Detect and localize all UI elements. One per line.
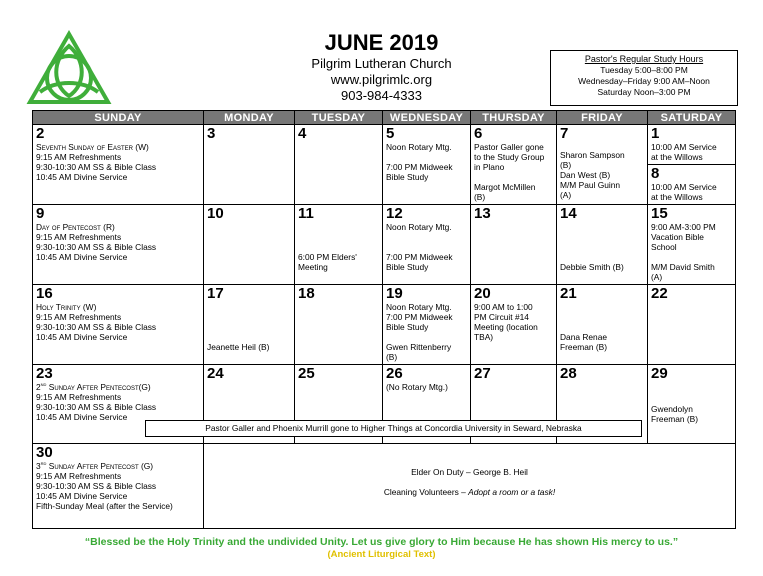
day-cell[interactable]	[471, 285, 557, 365]
day-number: 30	[36, 444, 53, 461]
day-cell[interactable]	[648, 365, 736, 444]
day-number: 2	[36, 125, 45, 142]
feast-text: Sunday After Pentecost (G)	[48, 461, 154, 471]
day-number: 13	[474, 205, 491, 222]
event-line: Noon Rotary Mtg.	[386, 302, 452, 312]
day-cell[interactable]	[383, 125, 471, 205]
event-banner: Pastor Galler and Phoenix Murrill gone to Higher Things at Concordia University in Seward, Nebraska	[145, 420, 642, 437]
event-line: Bible Study	[386, 172, 429, 182]
weekday-header: MONDAY	[204, 111, 295, 125]
event-line: Dana Renae	[560, 332, 608, 342]
elder-on-duty: Elder On Duty – George B. Heil	[411, 467, 528, 477]
feast-name: Holy Trinity (W)	[36, 302, 97, 312]
event-line: 9:00 AM to 1:00	[474, 302, 533, 312]
event-line: (B)	[560, 160, 572, 170]
day-number: 15	[651, 205, 668, 222]
day-cell[interactable]	[33, 444, 204, 529]
day-cell[interactable]	[33, 205, 204, 285]
event-line: 9:15 AM Refreshments	[36, 232, 122, 242]
feast-name	[36, 382, 200, 392]
event-line: 9:30-10:30 AM SS & Bible Class	[36, 322, 157, 332]
day-number: 22	[651, 285, 668, 302]
week-row	[33, 125, 736, 205]
event-line: 10:45 AM Divine Service	[36, 412, 128, 422]
event-line: TBA)	[474, 332, 494, 342]
event-line: 9:15 AM Refreshments	[36, 152, 122, 162]
day-number: 18	[298, 285, 315, 302]
event-line: 10:45 AM Divine Service	[36, 491, 128, 501]
day-cell[interactable]	[648, 205, 736, 285]
day-number: 28	[560, 365, 577, 382]
event-line: 10:45 AM Divine Service	[36, 332, 128, 342]
event-line: 9:15 AM Refreshments	[36, 471, 122, 481]
event-line: (B)	[386, 352, 398, 362]
study-hours-title: Pastor's Regular Study Hours	[584, 54, 704, 64]
event-line: 10:45 AM Divine Service	[36, 252, 128, 262]
event-line: (B)	[474, 192, 486, 202]
feast-ordinal: 3	[36, 461, 41, 471]
day-cell[interactable]	[33, 125, 204, 205]
event-line: Debbie Smith (B)	[560, 262, 624, 272]
day-number: 25	[298, 365, 315, 382]
feast-ordinal-suffix: nd	[40, 382, 47, 389]
event-line: Meeting (location	[474, 322, 538, 332]
event-line: 7:00 PM Midweek	[386, 252, 453, 262]
day-number: 3	[207, 125, 216, 142]
day-number: 12	[386, 205, 403, 222]
day-cell[interactable]	[383, 205, 471, 285]
day-number: 1	[651, 125, 660, 142]
event-line: Fifth-Sunday Meal (after the Service)	[36, 501, 173, 511]
week-row	[33, 205, 736, 285]
calendar-title: JUNE 2019	[324, 30, 439, 55]
month-notes-cell	[204, 444, 736, 529]
day-cell[interactable]	[204, 285, 295, 365]
week-row	[33, 285, 736, 365]
event-line: at the Willows	[651, 192, 703, 202]
event-line: 7:00 PM Midweek	[386, 312, 453, 322]
day-number: 20	[474, 285, 491, 302]
footer-quote-source: (Ancient Liturgical Text)	[327, 549, 436, 560]
event-line: Meeting	[298, 262, 328, 272]
day-number: 21	[560, 285, 577, 302]
weekday-header: FRIDAY	[557, 111, 648, 125]
event-line: Pastor Galler gone	[474, 142, 544, 152]
study-hours-line: Wednesday–Friday 9:00 AM–Noon	[578, 76, 710, 86]
event-line: 9:30-10:30 AM SS & Bible Class	[36, 402, 157, 412]
event-line: M/M David Smith	[651, 262, 715, 272]
cleaning-volunteers	[207, 487, 732, 497]
weekday-header: SATURDAY	[648, 111, 736, 125]
event-line: Freeman (B)	[560, 342, 608, 352]
day-cell[interactable]	[648, 125, 736, 205]
event-line: Dan West (B)	[560, 170, 611, 180]
event-line: 9:30-10:30 AM SS & Bible Class	[36, 162, 157, 172]
event-line: 9:00 AM-3:00 PM	[651, 222, 716, 232]
study-hours-line: Saturday Noon–3:00 PM	[597, 87, 691, 97]
day-cell[interactable]	[557, 125, 648, 205]
day-number: 17	[207, 285, 224, 302]
day-number: 7	[560, 125, 569, 142]
day-cell[interactable]	[383, 285, 471, 365]
day-cell[interactable]	[295, 285, 383, 365]
day-number: 10	[207, 205, 224, 222]
event-line: 9:30-10:30 AM SS & Bible Class	[36, 242, 157, 252]
day-subcell[interactable]	[648, 165, 735, 203]
feast-name: Seventh Sunday of Easter (W)	[36, 142, 149, 152]
church-name: Pilgrim Lutheran Church	[311, 56, 452, 71]
calendar-grid	[32, 110, 736, 529]
event-line: Vacation Bible	[651, 232, 704, 242]
day-number: 27	[474, 365, 491, 382]
study-hours-line: Tuesday 5:00–8:00 PM	[600, 65, 688, 75]
weekday-header: WEDNESDAY	[383, 111, 471, 125]
day-number: 14	[560, 205, 577, 222]
weekday-header-row	[33, 111, 736, 125]
day-number: 23	[36, 365, 53, 382]
church-website[interactable]: www.pilgrimlc.org	[330, 72, 433, 87]
event-line: Jeanette Heil (B)	[207, 342, 270, 352]
church-phone: 903-984-4333	[341, 88, 422, 103]
event-line: 10:45 AM Divine Service	[36, 172, 128, 182]
day-number: 4	[298, 125, 307, 142]
event-line: at the Willows	[651, 152, 703, 162]
day-number: 24	[207, 365, 224, 382]
event-line: 7:00 PM Midweek	[386, 162, 453, 172]
day-cell[interactable]	[557, 285, 648, 365]
event-line: 9:15 AM Refreshments	[36, 312, 122, 322]
weekday-header: THURSDAY	[471, 111, 557, 125]
event-line: Margot McMillen	[474, 182, 536, 192]
event-line: Gwen Rittenberry	[386, 342, 452, 352]
event-line: (A)	[651, 272, 663, 282]
event-line: 10:00 AM Service	[651, 142, 717, 152]
day-number: 26	[386, 365, 403, 382]
day-cell[interactable]	[471, 125, 557, 205]
event-line: 6:00 PM Elders'	[298, 252, 357, 262]
event-line: Gwendolyn	[651, 404, 693, 414]
cleaning-note: Adopt a room or a task!	[468, 487, 556, 497]
feast-name: Day of Pentecost (R)	[36, 222, 115, 232]
event-line: Bible Study	[386, 262, 429, 272]
day-cell[interactable]	[33, 285, 204, 365]
day-subcell[interactable]	[648, 125, 735, 165]
event-line: School	[651, 242, 677, 252]
weekday-header: TUESDAY	[295, 111, 383, 125]
day-number: 8	[651, 165, 660, 182]
event-line: PM Circuit #14	[474, 312, 529, 322]
day-number: 9	[36, 205, 45, 222]
study-hours-box	[550, 50, 738, 106]
feast-ordinal: 2	[36, 382, 41, 392]
cleaning-label: Cleaning Volunteers –	[383, 487, 466, 497]
header	[0, 0, 763, 110]
day-cell[interactable]	[204, 125, 295, 205]
feast-ordinal-suffix: rd	[40, 461, 47, 468]
event-line: Bible Study	[386, 322, 429, 332]
event-line: M/M Paul Guinn	[560, 180, 621, 190]
day-number: 5	[386, 125, 395, 142]
event-line: Sharon Sampson	[560, 150, 625, 160]
day-number: 29	[651, 365, 668, 382]
event-line: (No Rotary Mtg.)	[386, 382, 448, 392]
event-line: Freeman (B)	[651, 414, 699, 424]
day-cell[interactable]	[648, 285, 736, 365]
day-cell[interactable]	[204, 205, 295, 285]
day-cell[interactable]	[557, 205, 648, 285]
day-number: 19	[386, 285, 403, 302]
day-number: 16	[36, 285, 53, 302]
event-line: 9:30-10:30 AM SS & Bible Class	[36, 481, 157, 491]
feast-text: Sunday After Pentecost(G)	[48, 382, 151, 392]
event-line: (A)	[560, 190, 572, 200]
event-line: 9:15 AM Refreshments	[36, 392, 122, 402]
day-number: 11	[298, 205, 314, 222]
week-row	[33, 444, 736, 529]
event-line: in Plano	[474, 162, 505, 172]
event-line: Noon Rotary Mtg.	[386, 222, 452, 232]
day-cell[interactable]	[471, 205, 557, 285]
day-number: 6	[474, 125, 483, 142]
event-line: 10:00 AM Service	[651, 182, 717, 192]
event-line: Noon Rotary Mtg.	[386, 142, 452, 152]
day-cell[interactable]	[295, 205, 383, 285]
day-cell[interactable]	[295, 125, 383, 205]
weekday-header: SUNDAY	[33, 111, 204, 125]
feast-name	[36, 461, 200, 471]
event-line: to the Study Group	[474, 152, 545, 162]
footer-quote: “Blessed be the Holy Trinity and the undivided Unity. Let us give glory to Him because He has shown His mercy to us.”	[84, 536, 679, 548]
